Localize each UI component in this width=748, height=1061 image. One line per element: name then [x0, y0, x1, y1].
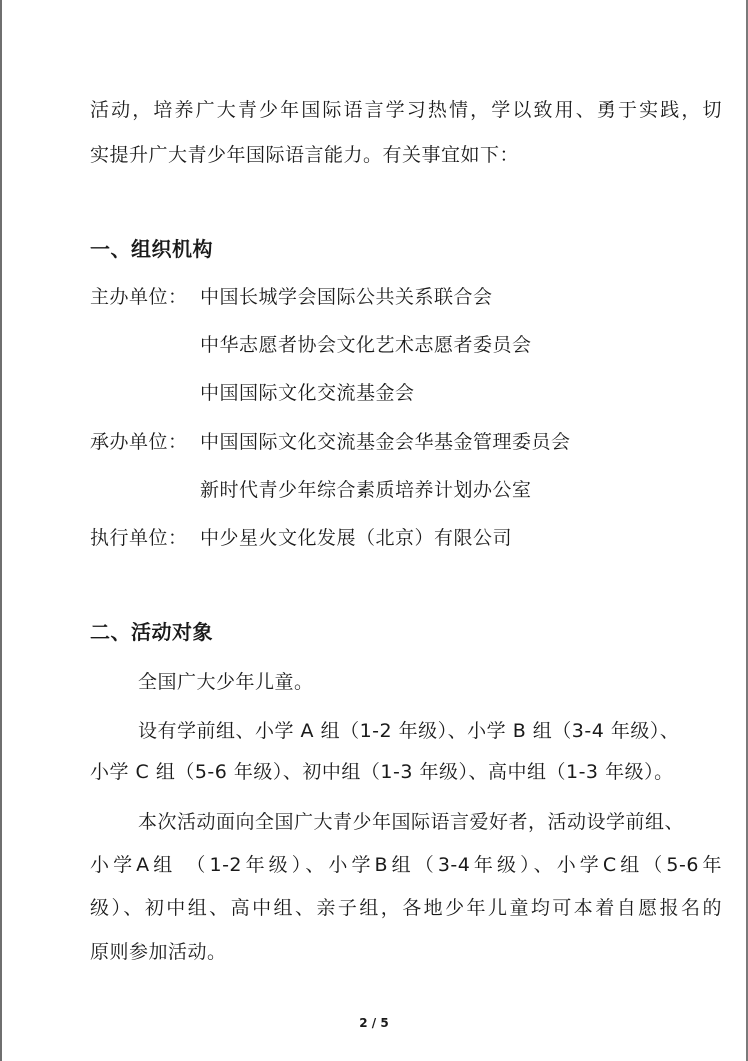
- activity-line-1: 本次活动面向全国广大青少年国际语言爱好者，活动设学前组、: [138, 811, 685, 833]
- groups-line-2: 小学 C 组（5-6 年级）、初中组（1-3 年级）、高中组（1-3 年级）。: [90, 761, 674, 783]
- audience-paragraph: 全国广大少年儿童。: [138, 671, 314, 693]
- organizer-1: 中国国际文化交流基金会华基金管理委员会: [200, 431, 571, 453]
- activity-line-3: 级）、初中组、高中组、亲子组，各地少年儿童均可本着自愿报名的: [90, 897, 722, 919]
- section-1-title: 一、组织机构: [90, 237, 213, 261]
- host-label: 主办单位：: [90, 286, 188, 308]
- groups-line-1: 设有学前组、小学 A 组（1-2 年级）、小学 B 组（3-4 年级）、: [138, 720, 680, 742]
- organizer-label: 承办单位：: [90, 431, 188, 453]
- page-edge-left: [0, 0, 2, 1061]
- host-2: 中华志愿者协会文化艺术志愿者委员会: [200, 334, 532, 356]
- activity-line-4: 原则参加活动。: [90, 941, 227, 963]
- host-1: 中国长城学会国际公共关系联合会: [200, 286, 493, 308]
- intro-line-2: 实提升广大青少年国际语言能力。有关事宜如下：: [90, 144, 520, 166]
- section-2-title: 二、活动对象: [90, 620, 213, 644]
- host-3: 中国国际文化交流基金会: [200, 382, 415, 404]
- organizer-2: 新时代青少年综合素质培养计划办公室: [200, 479, 532, 501]
- executor: 中少星火文化发展（北京）有限公司: [200, 527, 513, 549]
- intro-line-1: 活动，培养广大青少年国际语言学习热情，学以致用、勇于实践，切: [90, 99, 722, 121]
- page-number: 2 / 5: [359, 1016, 389, 1030]
- executor-label: 执行单位：: [90, 527, 188, 549]
- activity-line-2: 小学A组 （1-2年级）、小学B组（3-4年级）、小学C组（5-6年: [90, 854, 722, 876]
